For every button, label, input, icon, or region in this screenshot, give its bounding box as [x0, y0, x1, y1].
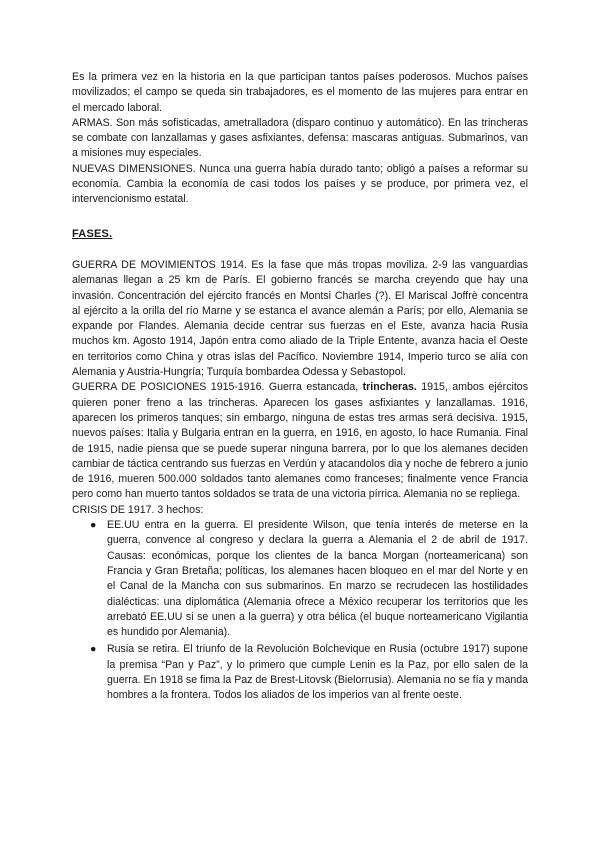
armas-paragraph: ARMAS. Son más sofisticadas, ametralladora (disparo continuo y automático). En las trincheras se combate con lanzallamas y gases asfixiantes, defensa: mascaras antiguas. Submarinos, van a misiones muy especiales.: [72, 116, 528, 160]
list-item: [90, 642, 529, 703]
bullet-text-eeuu: EE.UU entra en la guerra. El presidente Wilson, que tenía interés de meterse en la guerra, convence al congreso y declara la guerra a Alemania el 2 de abril de 1917. Causas: económicas, porque los clientes de la banca Morgan (norteamericana) son Francia y Gran Bretaña; políticas, los alemanes hacen bloqueo en el mar del Norte y en el Canal de la Mancha con sus submarinos. En marzo se recrudecen las hostilidades dialécticas: una diplomática (Alemania ofrece a México recuperar los territorios que les arrebató EE.UU si se unen a la guerra) y otra bélica (el buque norteamericano Vigilantia es hundido por Alemania).: [107, 519, 528, 639]
bullet-text-rusia: Rusia se retira. El triunfo de la Revolución Bolchevique en Rusia (octubre 1917) supone la premisa “Pan y Paz”, y lo primero que cumple Lenin es la Paz, por ello salen de la guerra. En 1918 se fima la Paz de Brest-Litovsk (Bielorrusia). Alemania no se fía y manda hombres a la frontera. Todos los aliados de los imperios van al frente oeste.: [107, 643, 529, 702]
posiciones-text-a: GUERRA DE POSICIONES 1915-1916. Guerra estancada,: [72, 381, 363, 394]
nuevas-dimensiones-paragraph: NUEVAS DIMENSIONES. Nunca una guerra había durado tanto; obligó a países a reformar su economía. Cambia la economía de casi todos los países y se produce, por primera vez, el intervencionismo estatal.: [72, 162, 528, 206]
bullet-icon: ●: [90, 519, 97, 532]
document-page: [72, 70, 528, 706]
crisis-bullet-list: [72, 518, 528, 704]
intro-paragraph: Es la primera vez en la historia en la que participan tantos países poderosos. Muchos países movilizados; el campo se queda sin trabajadores, es el momento de las mujeres para entrar en el mercado laboral.: [72, 71, 528, 114]
trincheras-bold: trincheras.: [362, 381, 417, 394]
posiciones-text-b: 1915, ambos ejércitos quieren poner freno a las trincheras. Aparecen los gases asfixiantes y lanzallamas. 1916, aparecen los primeros tanques; sin embargo, ninguna de estas tres armas será decisiva. 1915, nuevos países: Italia y Bulgaria entran en la guerra, en 1916, en agosto, lo hace Rumania. Final de 1915, nadie piensa que se puede superar ninguna barrera, por lo que los alemanes deciden cambiar de táctica centrando sus fuerzas en Verdún y atacandolos dia y noche de febrero a junio de 1916, mueren 500.000 soldados tanto alemanes como franceses; finalmente vence Francia pero como han muerto tantos soldados se trata de una victoria pírrica. Alemania no se repliega.: [72, 381, 528, 501]
guerra-posiciones-paragraph: [72, 380, 528, 502]
guerra-movimientos-paragraph: GUERRA DE MOVIMIENTOS 1914. Es la fase que más tropas moviliza. 2-9 las vanguardias alemanas llegan a 25 km de París. El gobierno francés se marcha creyendo que hay una invasión. Concentración del ejército francés en Montsi Charles (?). El Mariscal Joffrè concentra al ejército a la orilla del río Marne y se estanca el avance alemán a París; por ello, Alemania se expande por Flandes. Alemania decide centrar sus fuerzas en el Este, avanza hacia Rusia muchos km. Agosto 1914, Japón entra como aliado de la Triple Entente, avanza hacia el Oeste en territorios como China y otras islas del Pacífico. Noviembre 1914, Imperio turco se alía con Alemania y Austria-Hungría; Turquía bombardea Odessa y Sebastopol.: [72, 258, 528, 379]
list-item: [90, 518, 528, 640]
fases-heading: FASES.: [72, 227, 113, 240]
crisis-1917-label: CRISIS DE 1917. 3 hechos:: [72, 503, 204, 516]
bullet-icon: ●: [90, 643, 97, 656]
